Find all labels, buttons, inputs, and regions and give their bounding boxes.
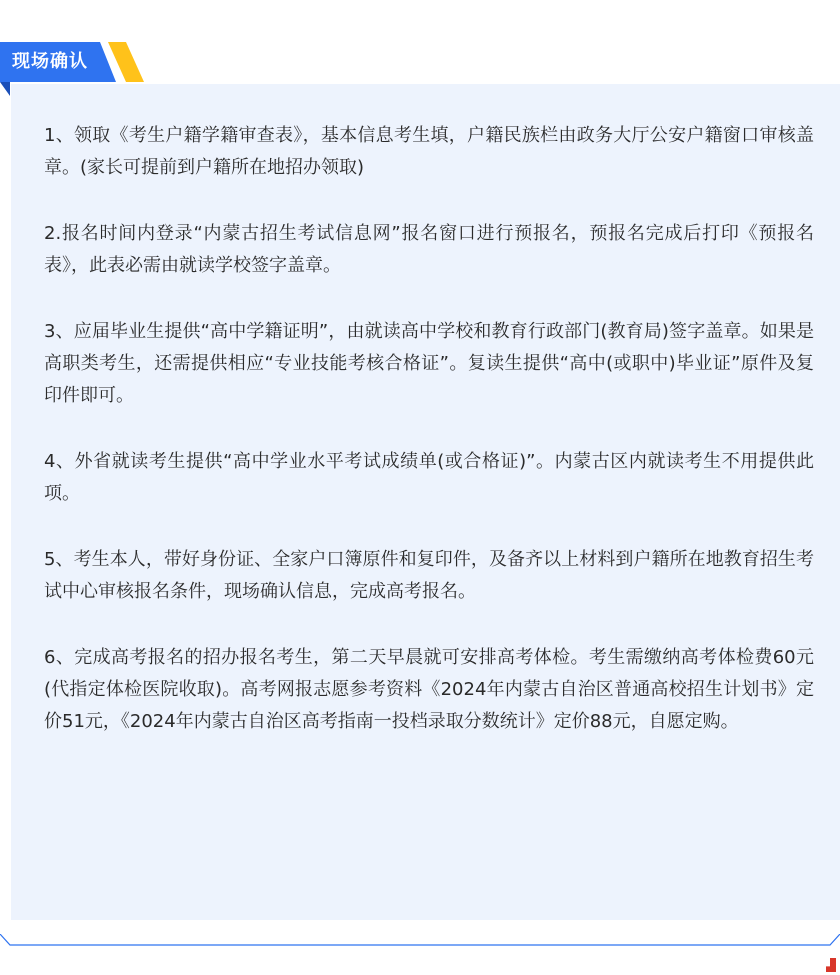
bottom-divider (0, 934, 840, 948)
instruction-item-3: 3、应届毕业生提供“高中学籍证明”，由就读高中学校和教育行政部门(教育局)签字盖章。如果是高职类考生，还需提供相应“专业技能考核合格证”。复读生提供“高中(或职中)毕业证”原件及复印件即可。 (44, 321, 814, 406)
instruction-item-6: 6、完成高考报名的招办报名考生，第二天早晨就可安排高考体检。考生需缴纳高考体检费60元(代指定体检医院收取)。高考网报志愿参考资料《2024年内蒙古自治区普通高校招生计划书》定价51元，《2024年内蒙古自治区高考指南一投档录取分数统计》定价88元，自愿定购。 (44, 647, 814, 732)
section-title: 现场确认 (12, 51, 88, 72)
instruction-item-5: 5、考生本人，带好身份证、全家户口簿原件和复印件，及备齐以上材料到户籍所在地教育招生考试中心审核报名条件，现场确认信息，完成高考报名。 (44, 549, 814, 602)
instruction-item-4: 4、外省就读考生提供“高中学业水平考试成绩单(或合格证)”。内蒙古区内就读考生不用提供此项。 (44, 451, 814, 504)
section-heading-fold (0, 82, 10, 96)
instructions-list (44, 120, 814, 772)
instruction-item-2: 2.报名时间内登录“内蒙古招生考试信息网”报名窗口进行预报名，预报名完成后打印《预报名表》，此表必需由就读学校签字盖章。 (44, 223, 814, 276)
instruction-item-1: 1、领取《考生户籍学籍审查表》，基本信息考生填，户籍民族栏由政务大厅公安户籍窗口审核盖章。(家长可提前到户籍所在地招办领取) (44, 125, 814, 178)
corner-decoration-icon (826, 958, 836, 972)
